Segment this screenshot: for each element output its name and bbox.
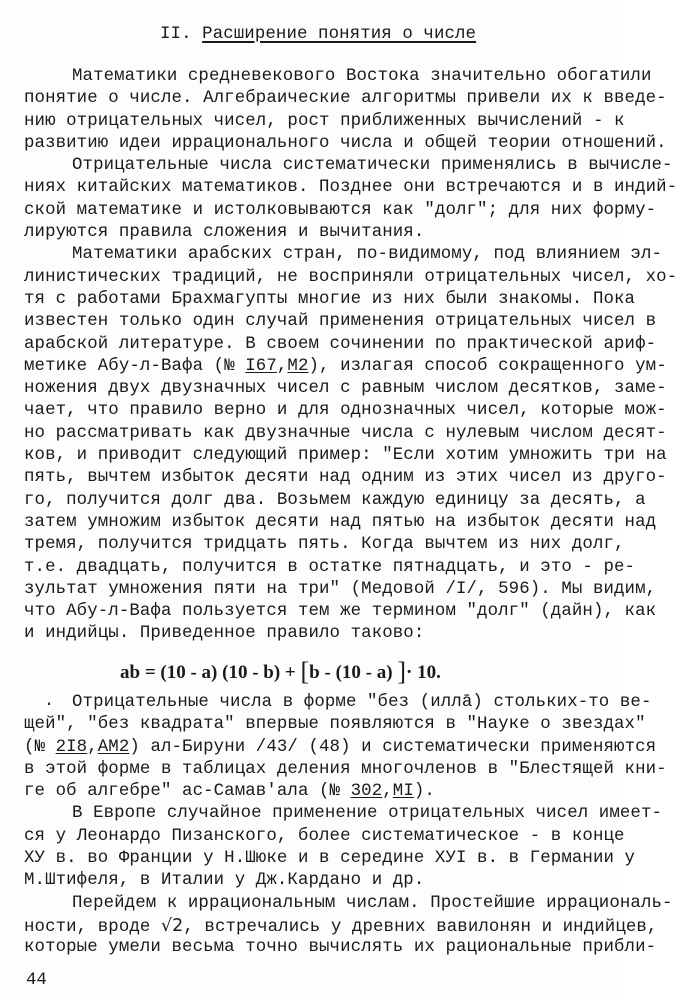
- text-line: зультат умножения пяти на три" (Медовой /I/, 596). Мы видим,: [24, 579, 657, 599]
- text-line: лируются правила сложения и вычитания.: [24, 223, 425, 243]
- paragraph-6: [24, 893, 673, 960]
- text-line: ниях китайских математиков. Позднее они встречаются и в индий-: [24, 178, 677, 198]
- section-title: [160, 22, 476, 48]
- text-line: линистических традиций, не восприняли отрицательных чисел, хо-: [24, 267, 677, 287]
- text-line: щей", "без квадрата" впервые появляются в "Науке о звездах": [24, 715, 646, 735]
- reference-code: MI: [392, 782, 414, 802]
- stray-mark: .: [44, 692, 55, 711]
- text-line: которые умели весьма точно вычислять их рациональные прибли-: [24, 938, 657, 958]
- text-line: развитию идеи иррационального числа и общей теории отношений.: [24, 133, 667, 153]
- text-line: в этой форме в таблицах деления многочленов в "Блестящей кни-: [24, 759, 667, 779]
- text-line: известен только один случай применения отрицательных чисел в: [24, 312, 657, 332]
- text-line: ся у Леонардо Пизанского, более систематическое - в конце: [24, 826, 625, 846]
- page-number: 44: [26, 971, 47, 990]
- text-line: нию отрицательных чисел, рост приближенных вычислений - к: [24, 111, 625, 131]
- text-line: ножения двух двузначных чисел с равным числом десятков, заме-: [24, 379, 667, 399]
- reference-number: 302: [350, 782, 383, 802]
- text-line: затем умножим избыток десяти над пятью на избыток десяти над: [24, 512, 657, 532]
- text-line: Отрицательные числа систематически применялись в вычисле-: [72, 156, 673, 176]
- section-number: II.: [160, 25, 192, 44]
- paragraph-4: [24, 692, 673, 960]
- text-line: Отрицательные числа в форме "без (иллā) стольких-то ве-: [72, 693, 652, 712]
- text-line: XУ в. во Франции у Н.Шюке и в середине XУI в. в Германии у: [24, 849, 636, 869]
- open-bracket: [: [300, 657, 310, 686]
- text-line-with-reference: (№ 2I8,AM2) ал-Бируни /43/ (48) и систематически применяются: [24, 737, 657, 757]
- text-line-with-reference: ге об алгебре" ас-Самав'ала (№ 302,MI).: [24, 782, 435, 802]
- reference-code: M2: [287, 356, 309, 376]
- text-line: тя с работами Брахмагупты многие из них были знакомы. Пока: [24, 289, 636, 309]
- section-title-text: Расширение понятия о числе: [202, 25, 477, 44]
- text-line: чает, что правило верно и для однозначных чисел, которые мож-: [24, 401, 667, 421]
- text-line: и индийцы. Приведенное правило таково:: [24, 624, 425, 644]
- text-line: пять, вычтем избыток десяти над одним из этих чисел из друго-: [24, 468, 667, 488]
- text-line: Перейдем к иррациональным числам. Простейшие иррациональ-: [72, 893, 673, 913]
- text-line: ской математике и истолковываются как "долг"; для них форму-: [24, 200, 657, 220]
- text-line: понятие о числе. Алгебраические алгоритмы привели их к введе-: [24, 89, 667, 109]
- text-line-with-sqrt: ности, вроде √2, встречались у древних вавилонян и индийцев,: [24, 915, 658, 937]
- paragraph-2: [24, 155, 677, 244]
- paragraph-1: [24, 66, 677, 646]
- paragraph-5: [24, 803, 663, 892]
- text-line: го, получится долг два. Возьмем каждую единицу за десять, а: [24, 490, 646, 510]
- text-line: т.е. двадцать, получится в остатке пятнадцать, и это - ре-: [24, 557, 636, 577]
- text-line: арабской литературе. В своем сочинении по практической ариф-: [24, 334, 657, 354]
- text-line: но рассматривать как двузначные числа с нулевым числом десят-: [24, 423, 667, 443]
- text-line: Математики средневекового Востока значительно обогатили: [72, 67, 652, 86]
- text-line: что Абу-л-Вафа пользуется тем же термином "долг" (дайн), как: [24, 602, 657, 622]
- text-line: Математики арабских стран, по-видимому, под влиянием эл-: [72, 245, 663, 265]
- text-line-with-reference: метике Абу-л-Вафа (№ I67,M2), излагая способ сокращенного ум-: [24, 356, 667, 376]
- formula: ab = (10 - a) (10 - b) + [b - (10 - a) ]· 10.: [120, 657, 441, 686]
- reference-code: AM2: [97, 737, 130, 757]
- reference-number: 2I8: [55, 737, 88, 757]
- text-line: ков, и приводит следующий пример: "Если хотим умножить три на: [24, 446, 667, 466]
- text-line: тремя, получится тридцать пять. Когда вычтем из них долг,: [24, 535, 625, 555]
- text-line: В Европе случайное применение отрицательных чисел имеет-: [72, 804, 663, 824]
- reference-number: I67: [245, 356, 277, 376]
- paragraph-3: [24, 244, 677, 645]
- text-line: М.Штифеля, в Италии у Дж.Кардано и др.: [24, 871, 425, 891]
- sqrt-two: √2: [160, 915, 184, 936]
- close-bracket: ]: [397, 657, 406, 686]
